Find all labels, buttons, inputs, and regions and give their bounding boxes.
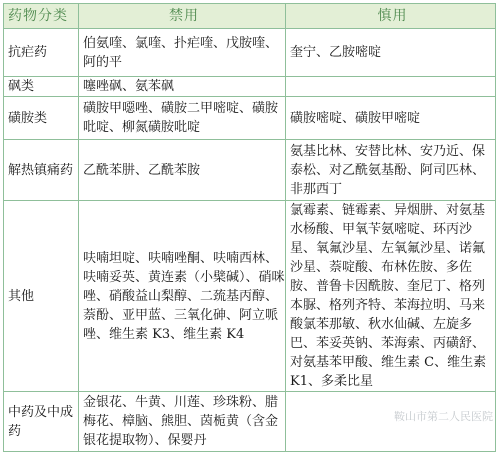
table-row (4, 392, 496, 452)
row-caution: 磺胺嘧啶、磺胺甲嘧啶 (286, 97, 496, 140)
row-forbidden: 伯氨喹、氯喹、扑疟喹、戊胺喹、阿的平 (79, 29, 286, 77)
header-category: 药物分类 (4, 4, 79, 29)
row-category: 磺胺类 (4, 97, 79, 140)
row-category: 解热镇痛药 (4, 140, 79, 201)
table-header-row (4, 4, 496, 29)
row-forbidden: 噻唑砜、氨苯砜 (79, 77, 286, 97)
row-caution: 奎宁、乙胺嘧啶 (286, 29, 496, 77)
table-row (4, 77, 496, 97)
row-category: 抗疟药 (4, 29, 79, 77)
row-caution: 氨基比林、安替比林、安乃近、保泰松、对乙酰氨基酚、阿司匹林、非那西丁 (286, 140, 496, 201)
table-row (4, 140, 496, 201)
row-caution: 氯霉素、链霉素、异烟肼、对氨基水杨酸、甲氧苄氨嘧啶、环丙沙星、氧氟沙星、左氧氟沙星、诺氟沙星、萘啶酸、布林佐胺、多佐胺、普鲁卡因酰胺、奎尼丁、格列本脲、格列齐特、苯海拉明、马来酸氯苯那敏、秋水仙碱、左旋多巴、苯妥英钠、苯海索、丙磺舒、对氨基苯甲酸、维生素 C、维生素 K1、多柔比星 (286, 201, 496, 392)
row-forbidden: 金银花、牛黄、川莲、珍珠粉、腊梅花、樟脑、熊胆、茵栀黄（含金银花提取物）、保婴丹 (79, 392, 286, 452)
header-forbidden: 禁用 (79, 4, 286, 29)
table-row (4, 97, 496, 140)
row-forbidden: 乙酰苯肼、乙酰苯胺 (79, 140, 286, 201)
row-caution (286, 392, 496, 452)
row-category: 中药及中成药 (4, 392, 79, 452)
hospital-watermark: 鞍山市第二人民医院 (394, 410, 493, 423)
row-forbidden: 磺胺甲噁唑、磺胺二甲嘧啶、磺胺吡啶、柳氮磺胺吡啶 (79, 97, 286, 140)
table-row (4, 29, 496, 77)
header-caution: 慎用 (286, 4, 496, 29)
row-category: 其他 (4, 201, 79, 392)
table-row (4, 201, 496, 392)
row-forbidden: 呋喃坦啶、呋喃唑酮、呋喃西林、呋喃妥英、黄连素（小檗碱）、硝咪唑、硝酸益山梨醇、二巯基丙醇、萘酚、亚甲蓝、三氧化砷、阿立哌唑、维生素 K3、维生素 K4 (79, 201, 286, 392)
g6pd-drug-table (3, 3, 496, 452)
row-caution (286, 77, 496, 97)
row-category: 砜类 (4, 77, 79, 97)
